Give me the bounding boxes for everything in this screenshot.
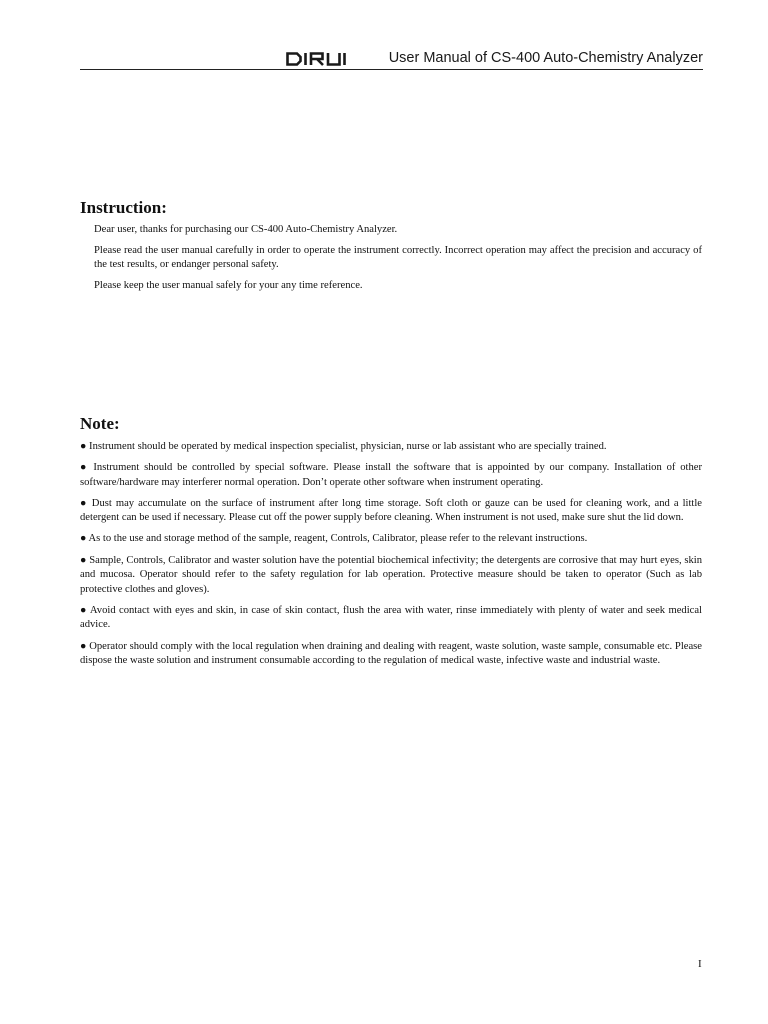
note-bullet: ● Instrument should be controlled by special software. Please install the software that is appointed by our company. Installation of other software/hardware may interferer normal operation. Don’t operate other software when instrument operating. <box>80 462 702 488</box>
instruction-paragraph: Dear user, thanks for purchasing our CS-400 Auto-Chemistry Analyzer. <box>94 224 398 235</box>
note-bullet: ● Avoid contact with eyes and skin, in case of skin contact, flush the area with water, rinse immediately with plenty of water and seek medical advice. <box>80 604 702 631</box>
note-bullet: ● Instrument should be operated by medical inspection specialist, physician, nurse or lab assistant who are specially trained. <box>80 441 607 452</box>
instruction-heading: Instruction: <box>80 198 167 217</box>
manual-title: User Manual of CS-400 Auto-Chemistry Analyzer <box>388 50 703 66</box>
note-bullet: ● Dust may accumulate on the surface of instrument after long time storage. Soft cloth or gauze can be used for cleaning work, and a little detergent can be used if necessary. Please cut off the power supply before cleaning. When instrument is not used, make sure shut the lid down. <box>80 497 702 524</box>
note-section <box>80 414 702 669</box>
dirui-logo <box>286 52 362 66</box>
instruction-paragraph: Please keep the user manual safely for your any time reference. <box>94 279 363 291</box>
note-heading: Note: <box>80 414 120 433</box>
note-bullet: ● Operator should comply with the local regulation when draining and dealing with reagent, waste solution, waste sample, consumable etc. Please dispose the waste solution and instrument consumable according to the regulation of medical waste, infective waste and industrial waste. <box>80 640 702 667</box>
page-number: I <box>698 958 702 970</box>
note-bullet: ● Sample, Controls, Calibrator and waster solution have the potential biochemical infectivity; the detergents are corrosive that may hurt eyes, skin and mucosa. Operator should refer to the safety regulation for lab operation. Protective measure should be taken to operator (Such as lab protective clothes and gloves). <box>80 554 702 595</box>
page-header <box>80 48 703 70</box>
instruction-section <box>80 198 702 293</box>
instruction-paragraph: Please read the user manual carefully in order to operate the instrument correctly. Incorrect operation may affect the precision and accuracy of the test results, or endanger personal safety. <box>94 244 702 271</box>
note-bullet: ● As to the use and storage method of the sample, reagent, Controls, Calibrator, please refer to the relevant instructions. <box>80 533 588 545</box>
